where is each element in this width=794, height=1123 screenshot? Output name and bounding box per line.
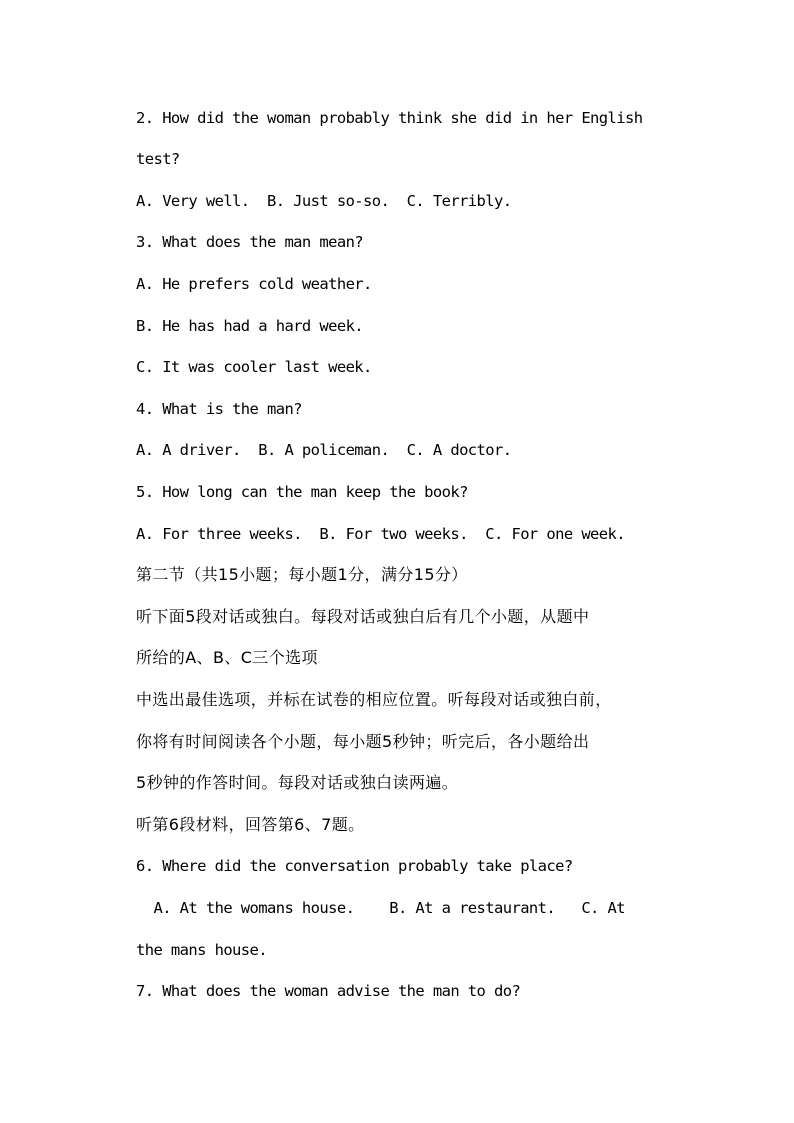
question-4-options: A. A driver. B. A policeman. C. A doctor. [136,441,512,459]
question-6-options-continued: the mans house. [136,941,267,959]
question-3-option-c: C. It was cooler last week. [136,358,372,376]
section-2-instructions-line-1: 听下面5段对话或独白。每段对话或独白后有几个小题，从题中 [136,607,590,626]
question-2-stem-continued: test? [136,150,180,168]
section-2-heading: 第二节（共15小题；每小题1分，满分15分） [136,565,468,584]
material-6-instruction: 听第6段材料，回答第6、7题。 [136,815,365,834]
question-3-option-b: B. He has had a hard week. [136,317,364,335]
question-4-stem: 4. What is the man? [136,400,302,418]
question-7-stem: 7. What does the woman advise the man to do? [136,982,521,1000]
question-5-stem: 5. How long can the man keep the book? [136,483,468,501]
section-2-instructions-line-4: 你将有时间阅读各个小题，每小题5秒钟；听完后，各小题给出 [136,732,590,751]
question-6-stem: 6. Where did the conversation probably take place? [136,857,573,875]
section-2-instructions-line-3: 中选出最佳选项，并标在试卷的相应位置。听每段对话或独白前， [136,690,612,709]
question-2-stem: 2. How did the woman probably think she did in her English [136,109,643,127]
section-2-instructions-line-5: 5秒钟的作答时间。每段对话或独白读两遍。 [136,773,459,792]
question-3-option-a: A. He prefers cold weather. [136,275,372,293]
section-2-instructions-line-2: 所给的A、B、C三个选项 [136,648,318,667]
question-6-options: A. At the womans house. B. At a restaurant. C. At [136,899,625,917]
question-2-options: A. Very well. B. Just so-so. C. Terribly. [136,192,512,210]
question-5-options: A. For three weeks. B. For two weeks. C. For one week. [136,525,625,543]
question-3-stem: 3. What does the man mean? [136,233,364,251]
